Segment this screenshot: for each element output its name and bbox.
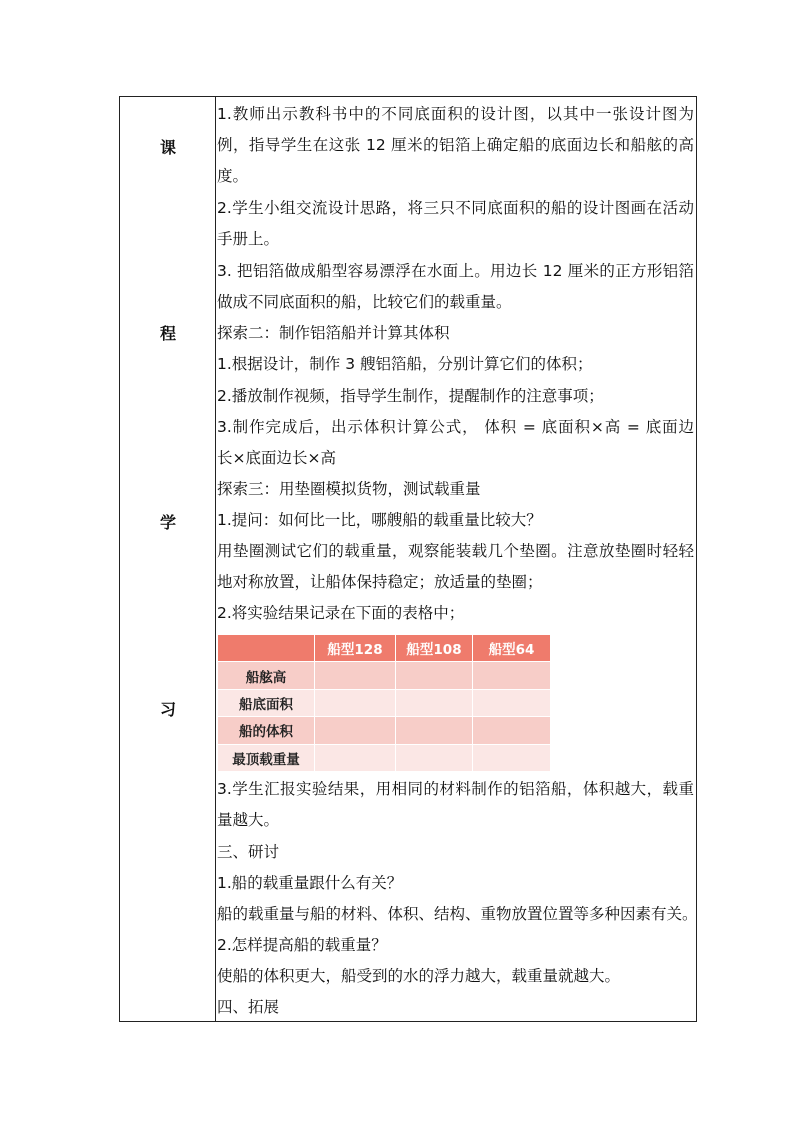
- row-header: 最顶载重量: [218, 744, 315, 771]
- row-header: 船的体积: [218, 717, 315, 744]
- table-header-cell: 船型128: [315, 635, 396, 662]
- table-cell: [396, 662, 473, 689]
- table-cell: [396, 689, 473, 716]
- table-cell: [473, 744, 551, 771]
- text-line: 度。: [217, 167, 249, 185]
- text-line: 1.提问：如何比一比，哪艘船的载重量比较大？: [217, 511, 542, 529]
- text-line: 用垫圈测试它们的载重量，观察能装载几个垫圈。注意放垫圈时轻轻: [217, 542, 694, 560]
- text-line: 3.学生汇报实验结果，用相同的材料制作的铝箔船，体积越大，载重: [217, 780, 694, 798]
- table-cell: [315, 662, 396, 689]
- text-line: 1.根据设计，制作 3 艘铝箔船，分别计算它们的体积；: [217, 355, 593, 373]
- text-line: 长×底面边长×高: [217, 449, 336, 467]
- table-cell: [473, 689, 551, 716]
- text-line: 3. 把铝箔做成船型容易漂浮在水面上。用边长 12 厘米的正方形铝箔: [217, 262, 694, 280]
- text-line: 2.播放制作视频，指导学生制作，提醒制作的注意事项；: [217, 387, 604, 405]
- table-cell: [473, 717, 551, 744]
- table-header-row: [218, 635, 551, 662]
- section-label-char: 课: [159, 138, 176, 157]
- table-row: [218, 744, 551, 771]
- text-line: 2.怎样提高船的载重量？: [217, 936, 387, 954]
- table-cell: [396, 744, 473, 771]
- text-line: 3.制作完成后，出示体积计算公式， 体积 = 底面积×高 = 底面边: [217, 418, 694, 436]
- text-line: 例，指导学生在这张 12 厘米的铝箔上确定船的底面边长和船舷的高: [217, 136, 694, 154]
- text-line: 三、研讨: [217, 843, 280, 861]
- results-table: [217, 635, 550, 771]
- text-line: 2.将实验结果记录在下面的表格中；: [217, 604, 465, 622]
- table-cell: [315, 717, 396, 744]
- text-line: 地对称放置，让船体保持稳定；放适量的垫圈；: [217, 573, 543, 591]
- table-header-cell: 船型108: [396, 635, 473, 662]
- table-header-cell: [218, 635, 315, 662]
- table-row: [218, 689, 551, 716]
- section-label-column: [120, 97, 216, 1021]
- text-line: 做成不同底面积的船，比较它们的载重量。: [217, 293, 512, 311]
- text-line: 船的载重量与船的材料、体积、结构、重物放置位置等多种因素有关。: [217, 905, 698, 923]
- table-row: [218, 662, 551, 689]
- content-column: [217, 97, 696, 1021]
- table-cell: [473, 662, 551, 689]
- text-line: 使船的体积更大，船受到的水的浮力越大，载重量就越大。: [217, 967, 621, 985]
- row-header: 船舷高: [218, 662, 315, 689]
- text-line: 1.教师出示教科书中的不同底面积的设计图，以其中一张设计图为: [217, 105, 694, 123]
- section-label-char: 学: [159, 513, 176, 532]
- text-line: 1.船的载重量跟什么有关？: [217, 874, 403, 892]
- text-line: 探索三：用垫圈模拟货物，测试载重量: [217, 480, 481, 498]
- text-line: 手册上。: [217, 230, 280, 248]
- section-label-char: 习: [159, 700, 176, 719]
- table-cell: [396, 717, 473, 744]
- section-label-char: 程: [159, 324, 176, 343]
- text-line: 量越大。: [217, 811, 280, 829]
- table-header-cell: 船型64: [473, 635, 551, 662]
- lesson-table: [119, 96, 697, 1022]
- row-header: 船底面积: [218, 689, 315, 716]
- text-line: 2.学生小组交流设计思路，将三只不同底面积的船的设计图画在活动: [217, 199, 694, 217]
- text-line: 探索二：制作铝箔船并计算其体积: [217, 324, 450, 342]
- table-cell: [315, 689, 396, 716]
- text-line: 四、拓展: [217, 998, 280, 1016]
- table-cell: [315, 744, 396, 771]
- table-row: [218, 717, 551, 744]
